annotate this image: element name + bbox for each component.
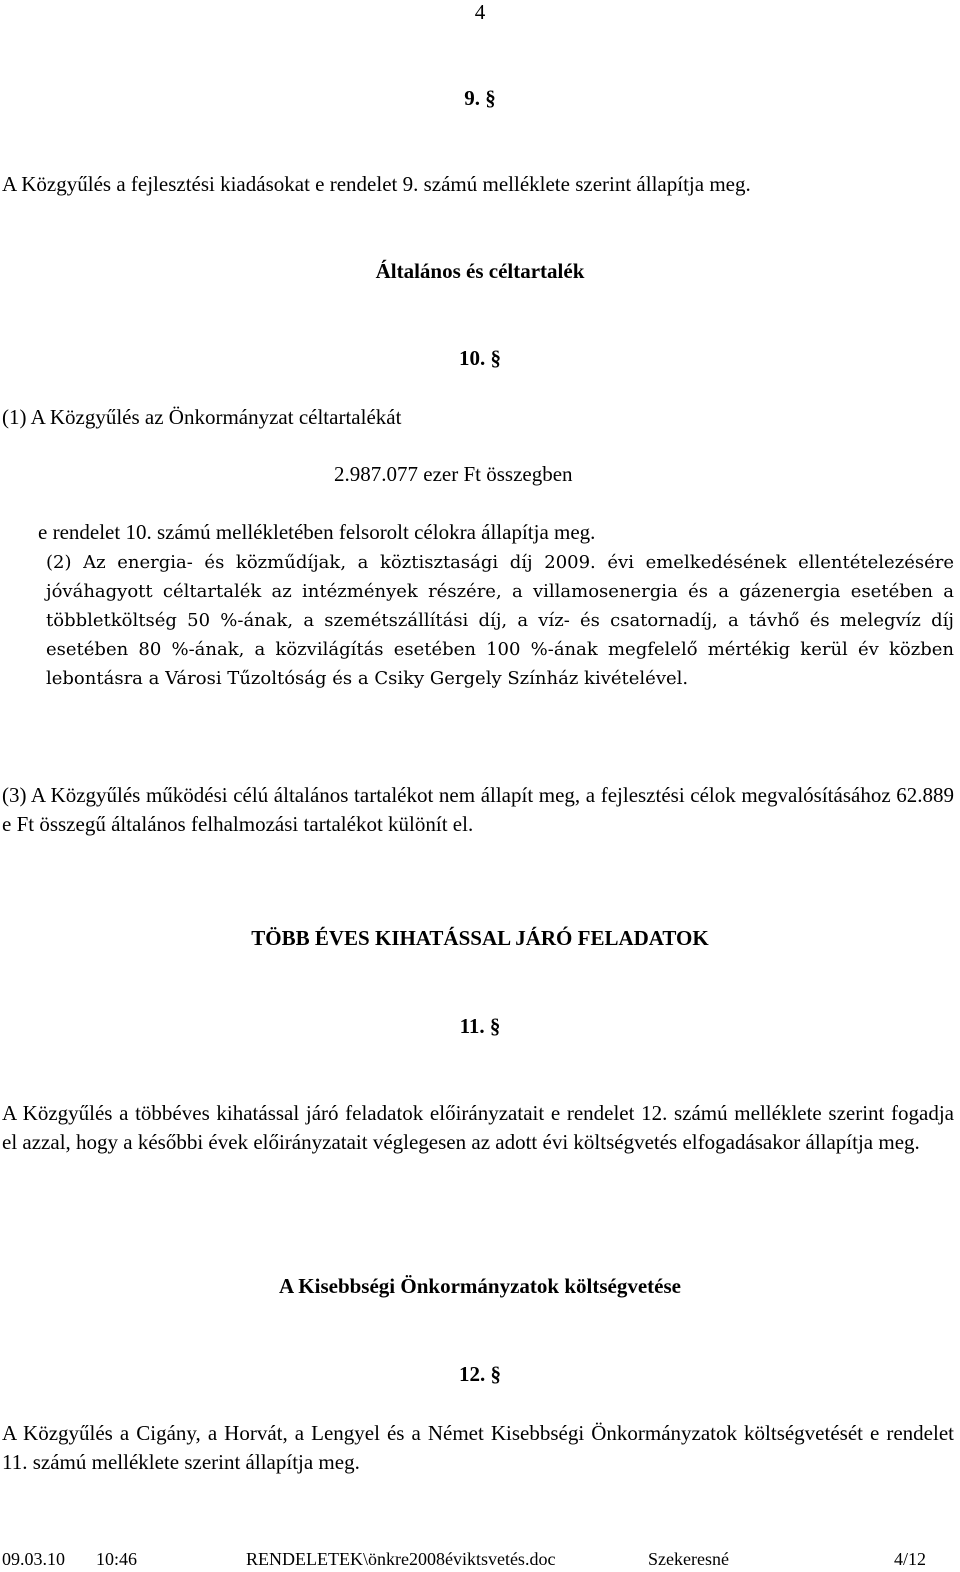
reserve-paragraph-2: [46, 548, 954, 693]
reserve-amount: 2.987.077 ezer Ft összegben: [334, 462, 573, 486]
section-11-heading: 11. §: [459, 1014, 501, 1038]
reserve-p1-line1: (1) A Közgyűlés az Önkormányzat céltartalékát: [2, 405, 402, 429]
minority-paragraph: [2, 1419, 954, 1477]
section-9-text: A Közgyűlés a fejlesztési kiadásokat e rendelet 9. számú melléklete szerint állapítja meg.: [2, 172, 751, 196]
reserve-paragraph-2-text: (2) Az energia- és közműdíjak, a köztisztasági díj 2009. évi emelkedésének ellentételezésére jóváhagyott céltartalék az intézmények részére, a villamosenergia és a gázenergia esetében a többletköltség 50 %-ának, a szemétszállítási díj, a víz- és csatornadíj, a távhő és melegvíz díj esetében 80 %-ának, a közvilágítás esetében 100 %-ának megfelelő mértékig kerül év közben lebontásra a Városi Tűzoltóság és a Csiky Gergely Színház kivételével.: [46, 552, 954, 689]
multiyear-title: TÖBB ÉVES KIHATÁSSAL JÁRÓ FELADATOK: [251, 926, 709, 950]
minority-paragraph-text: A Közgyűlés a Cigány, a Horvát, a Lengyel és a Német Kisebbségi Önkormányzatok költségvetését e rendelet 11. számú melléklete szerint állapítja meg.: [2, 1421, 954, 1474]
reserve-title: Általános és céltartalék: [375, 259, 585, 283]
footer-author: Szekeresné: [648, 1549, 729, 1569]
reserve-p1-line3: e rendelet 10. számú mellékletében felsorolt célokra állapítja meg.: [38, 520, 596, 544]
multiyear-paragraph: [2, 1099, 954, 1157]
multiyear-paragraph-text: A Közgyűlés a többéves kihatással járó feladatok előirányzatait e rendelet 12. számú melléklete szerint fogadja el azzal, hogy a későbbi évek előirányzatait véglegesen az adott évi költségvetés elfogadásakor állapítja meg.: [2, 1101, 954, 1154]
reserve-paragraph-3: [2, 781, 954, 839]
footer-page-count: 4/12: [894, 1549, 927, 1569]
section-9-heading: 9. §: [464, 86, 496, 110]
footer-time: 10:46: [96, 1549, 138, 1569]
minority-title: A Kisebbségi Önkormányzatok költségvetése: [279, 1274, 681, 1298]
footer-date: 09.03.10: [2, 1549, 65, 1569]
section-12-heading: 12. §: [459, 1362, 501, 1386]
section-10-heading: 10. §: [459, 346, 501, 370]
reserve-paragraph-3-text: (3) A Közgyűlés működési célú általános tartalékot nem állapít meg, a fejlesztési célok megvalósításához 62.889 e Ft összegű általános felhalmozási tartalékot különít el.: [2, 783, 954, 836]
footer-filename: RENDELETEK\önkre2008éviktsvetés.doc: [246, 1549, 556, 1569]
page-number: 4: [474, 0, 486, 24]
